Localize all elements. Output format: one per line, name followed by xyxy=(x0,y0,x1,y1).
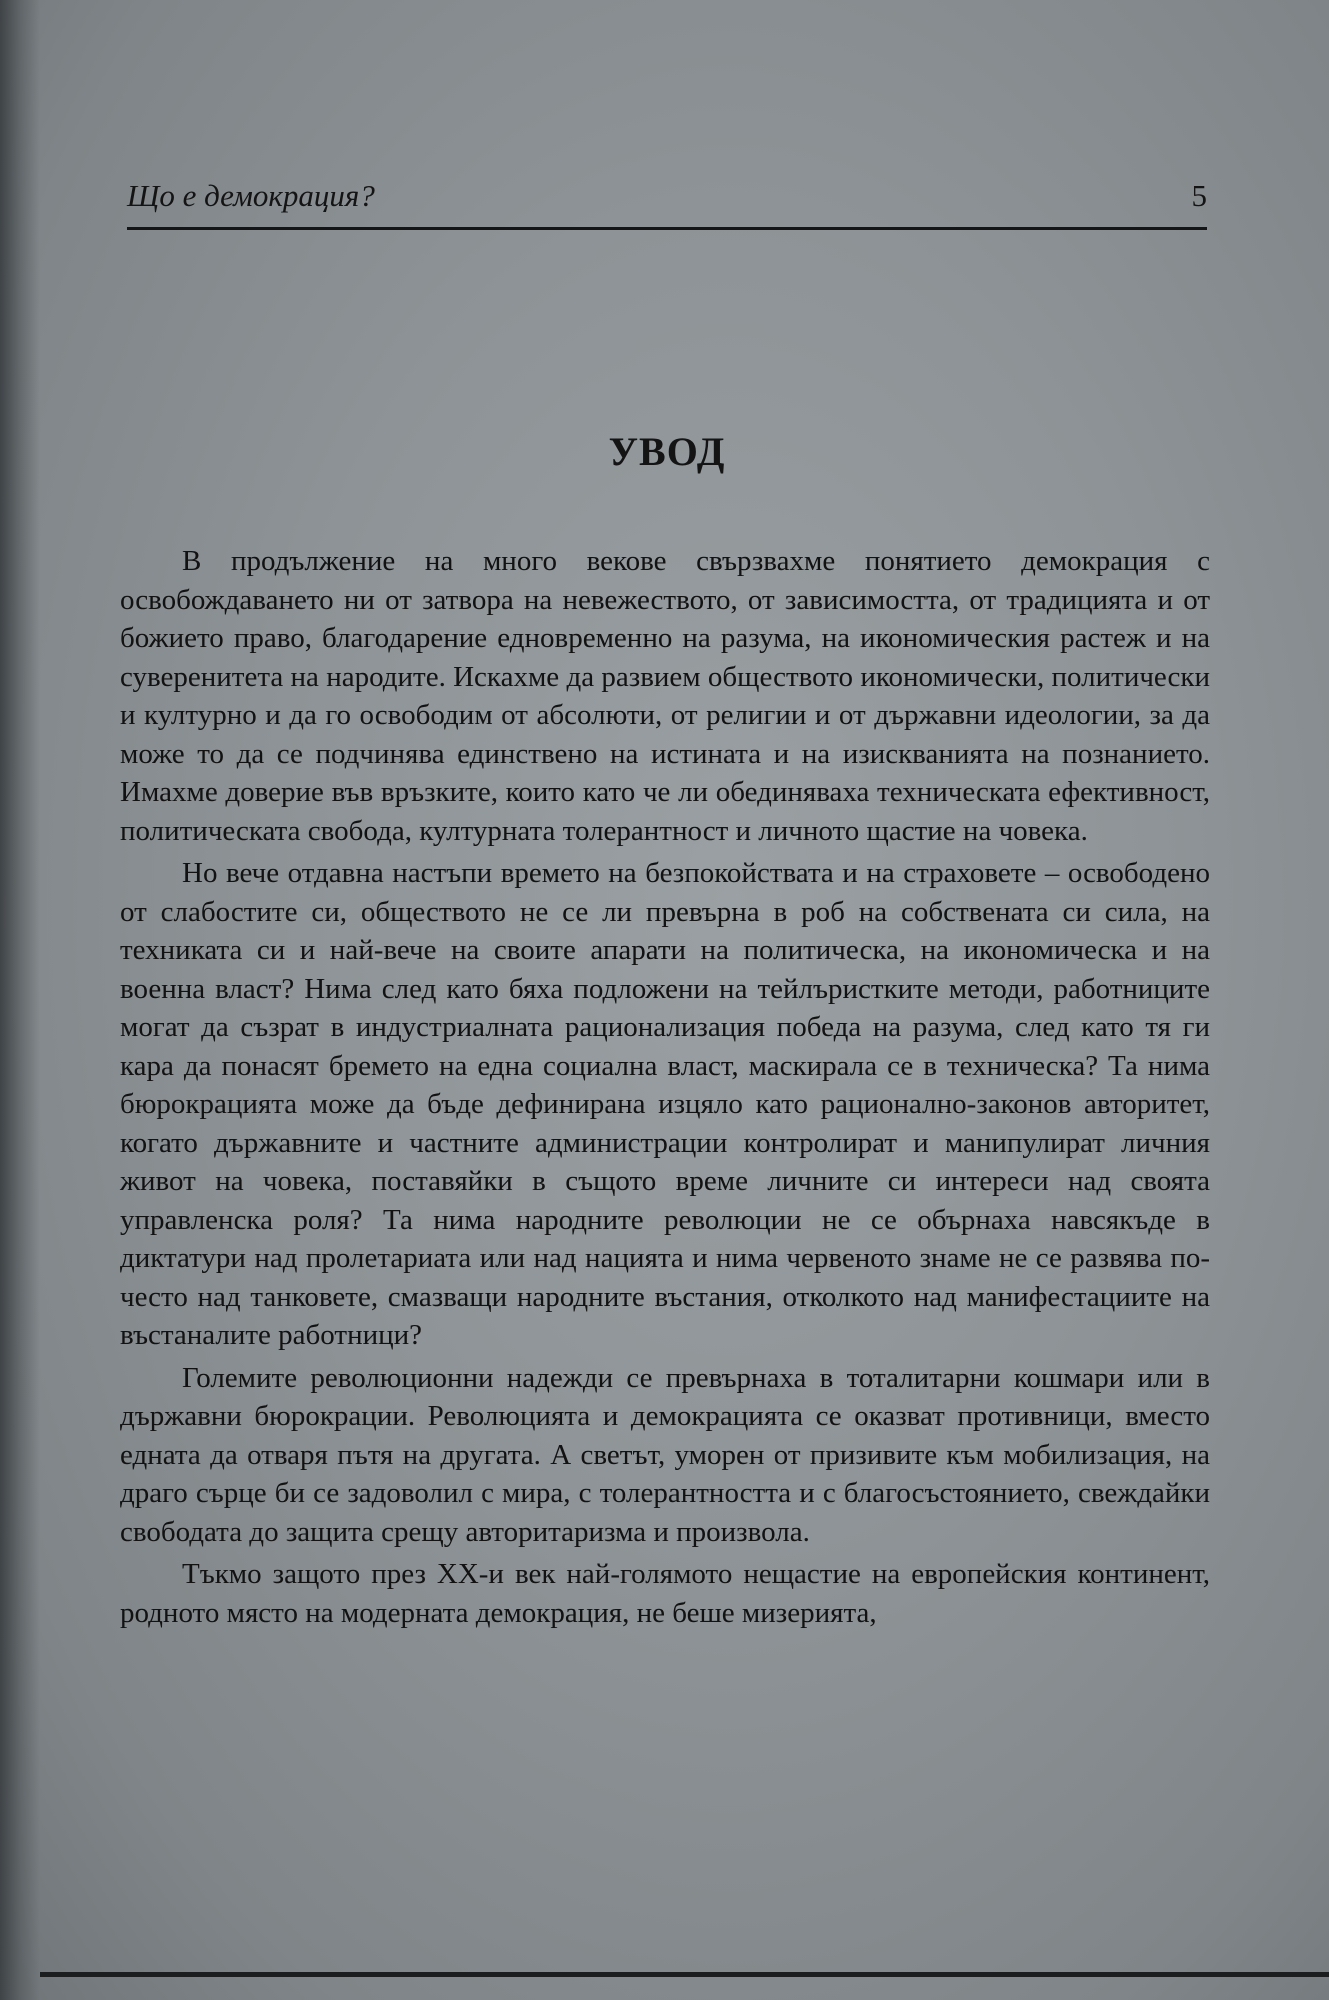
page-gutter-shadow xyxy=(0,0,40,2000)
body-text xyxy=(120,542,1210,1636)
chapter-title: УВОД xyxy=(608,429,726,474)
page-number: 5 xyxy=(1191,178,1207,213)
header-divider xyxy=(127,227,1207,230)
page-bottom-edge xyxy=(40,1972,1329,1977)
running-header xyxy=(127,178,1207,232)
paragraph: Тъкмо защото през XX-и век най-голямото нещастие на европейския континент, родното място на модерната демокрация, не беше мизерията, xyxy=(120,1558,1210,1629)
paragraph: Но вече отдавна настъпи времето на безпокойствата и на страховете – освободено от слабостите си, обществото не се ли превърна в роб на собствената си сила, на техниката си и най-вече на своите апарати на политическа, на икономическа и на военна власт? Нима след като бяха подложени на тейлъристките методи, работниците могат да съзрат в индустриалната рационализация победа на разума, след като тя ги кара да понасят бремето на една социална власт, маскирала се в техническа? Та нима бюрокрацията може да бъде дефинирана изцяло като рационално-законов авторитет, когато държавните и частните администрации контролират и манипулират личния живот на човека, поставяйки в същото време личните си интереси над своята управленска роля? Та нима народните революции не се обърнаха навсякъде в диктатури над пролетариата или над нацията и нима червеното знаме не се развява по-често над танковете, смазващи народните въстания, отколкото над манифестациите на въстаналите работници? xyxy=(120,857,1210,1351)
running-title: Що е демокрация? xyxy=(127,178,375,213)
paragraph: В продължение на много векове свързвахме понятието демокрация с освобождаването ни от затвора на невежеството, от зависимостта, от традицията и от божието право, благодарение едновременно на разума, на икономическия растеж и на суверенитета на народите. Искахме да развием обществото икономически, политически и културно и да го освободим от абсолюти, от религии и от държавни идеологии, за да може то да се подчинява единствено на истината и на изискванията на познанието. Имахме доверие във връзките, които като че ли обединяваха техническата ефективност, политическата свобода, културната толерантност и личното щастие на човека. xyxy=(120,545,1210,847)
paragraph: Големите революционни надежди се превърнаха в тоталитарни кошмари или в държавни бюрокрации. Революцията и демокрацията се оказват противници, вместо едната да отваря пътя на другата. А светът, уморен от призивите към мобилизация, на драго сърце би се задоволил с мира, с толерантността и с благосъстоянието, свеждайки свободата до защита срещу авторитаризма и произвола. xyxy=(120,1361,1210,1548)
